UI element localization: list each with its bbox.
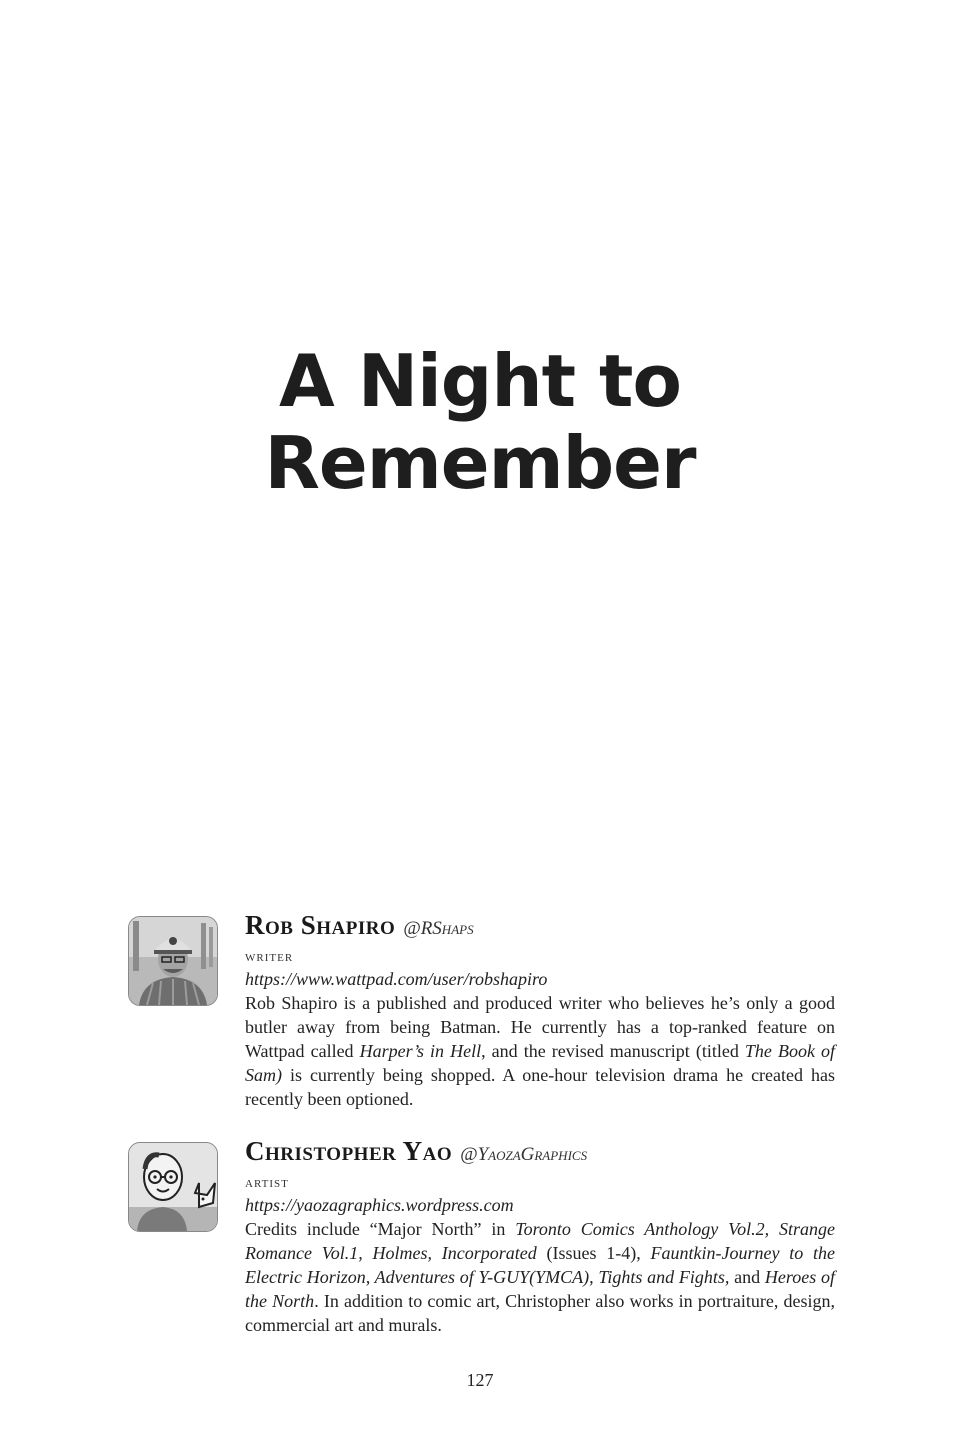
contributor-url[interactable]: https://yaozagraphics.wordpress.com: [245, 1195, 514, 1215]
contributor-heading: [245, 1134, 835, 1173]
contributor-heading: [245, 908, 835, 947]
rob-shapiro-avatar: [128, 916, 218, 1006]
contributor-handle: @RShaps: [403, 918, 474, 939]
contributor-name: Rob Shapiro: [245, 910, 396, 940]
contributor-bio: Rob Shapiro is a published and produced writer who believes he’s only a good butler away from being Batman. He currently has a top-ranked feature on Wattpad called Harper’s in Hell, and the revised manuscript (titled The Book of Sam) is currently being shopped. A one-hour television drama he created has recently been optioned.: [245, 993, 835, 1109]
cartoon-portrait-icon: [129, 1143, 217, 1231]
contributor-name: Christopher Yao: [245, 1136, 453, 1166]
contributor-role: writer: [245, 948, 294, 965]
title-line-2: Remember: [264, 421, 696, 505]
bio-text-block: [245, 908, 835, 1111]
contributor-role: artist: [245, 1174, 289, 1191]
title-line-1: A Night to: [279, 339, 681, 423]
bio-text-block: [245, 1134, 835, 1337]
page-number: 127: [466, 1370, 494, 1390]
contributor-url[interactable]: https://www.wattpad.com/user/robshapiro: [245, 969, 548, 989]
contributor-handle: @YaozaGraphics: [460, 1144, 588, 1165]
portrait-photo-icon: [129, 917, 217, 1005]
contributor-bio: Credits include “Major North” in Toronto Comics Anthology Vol.2, Strange Romance Vol.1, Holmes, Incorporated (Issues 1-4), Fauntkin-Journey to the Electric Horizon, Adventures of Y-GUY(YMCA), Tights and Fights, and Heroes of the North. In addition to comic art, Christopher also works in portraiture, design, commercial art and murals.: [245, 1219, 836, 1335]
page-title: [0, 340, 960, 504]
christopher-yao-avatar: [128, 1142, 218, 1232]
